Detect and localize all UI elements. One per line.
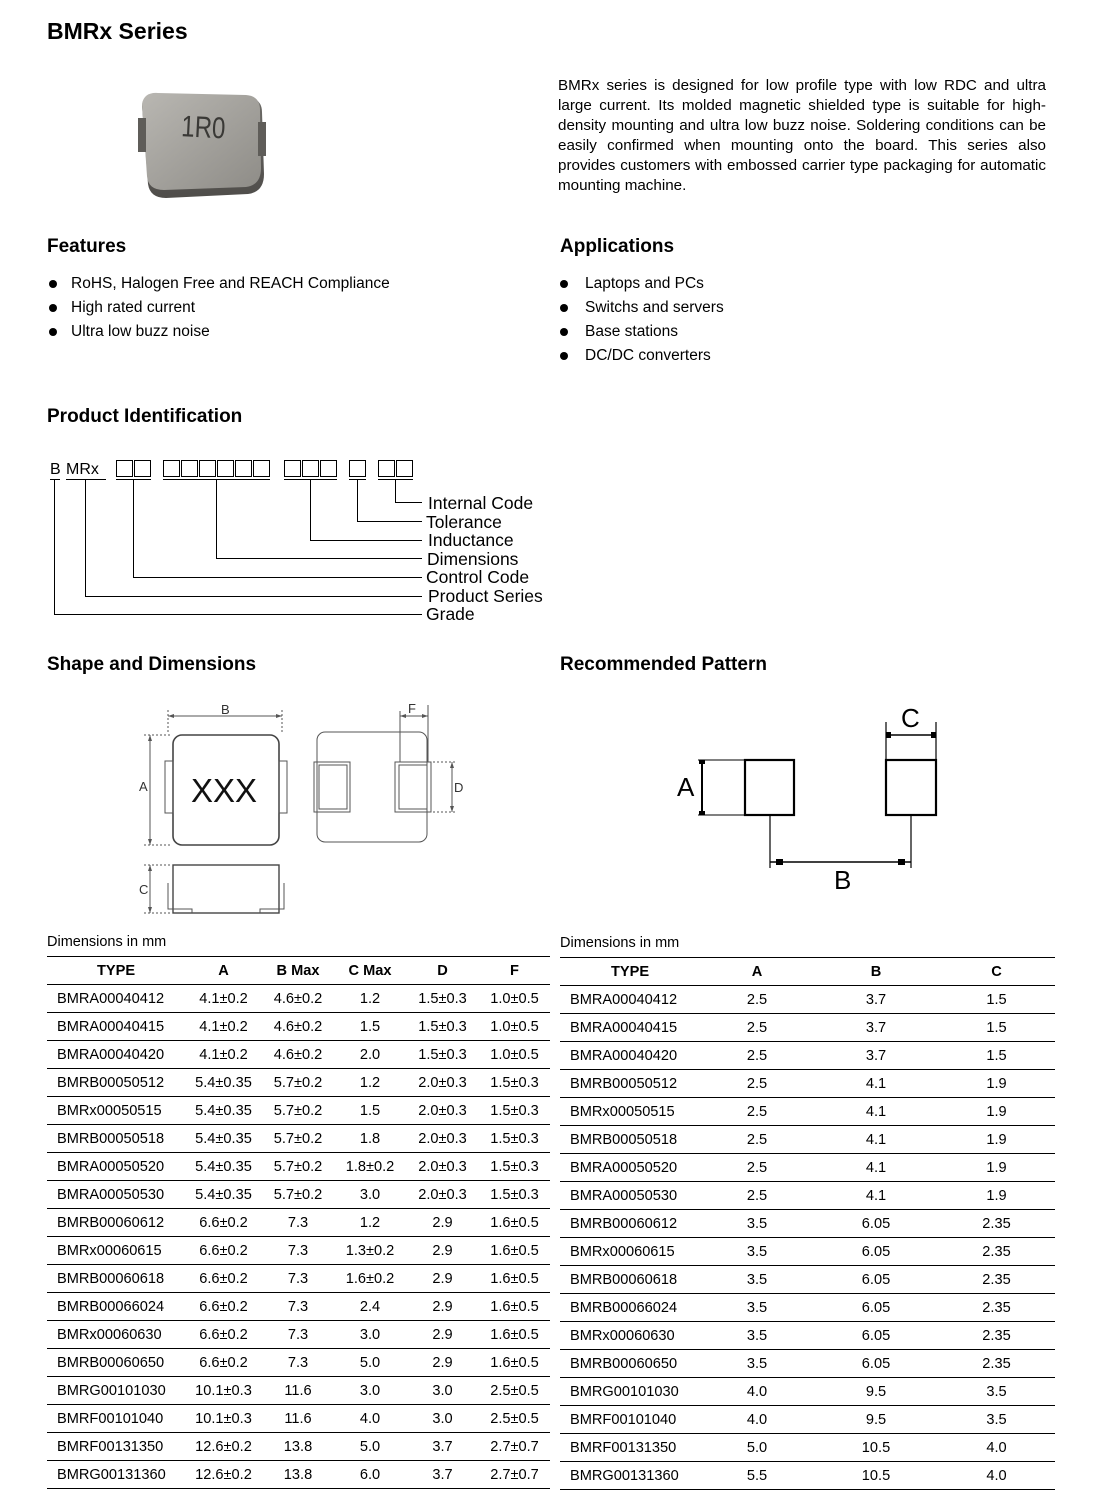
type-cell: BMRF00131350	[570, 1439, 677, 1456]
value-cell: 1.6±0.5	[490, 1242, 539, 1259]
value-cell: 3.7	[432, 1466, 453, 1483]
prefix-mrx: MRx	[66, 461, 99, 478]
value-cell: 5.7±0.2	[273, 1158, 323, 1175]
table-row	[560, 1126, 1055, 1154]
value-cell: 1.0±0.5	[490, 1046, 539, 1063]
value-cell: 3.0	[359, 1186, 381, 1203]
shape-marking: XXX	[190, 772, 258, 809]
value-cell: 1.8±0.2	[345, 1158, 395, 1175]
value-cell: 2.7±0.7	[490, 1466, 539, 1483]
value-cell: 6.0	[359, 1466, 381, 1483]
value-cell: 1.5±0.3	[490, 1158, 539, 1175]
bullet-icon	[560, 328, 568, 336]
value-cell: 10.5	[861, 1467, 891, 1484]
value-cell: 5.7±0.2	[273, 1102, 323, 1119]
type-cell: BMRB00060650	[570, 1355, 678, 1372]
type-cell: BMRB00066024	[570, 1299, 678, 1316]
value-cell: 2.5	[746, 1075, 768, 1092]
value-cell: 3.5	[746, 1243, 768, 1260]
value-cell: 2.0±0.3	[418, 1158, 467, 1175]
value-cell: 6.6±0.2	[199, 1298, 248, 1315]
table-row	[47, 1069, 550, 1097]
value-cell: 6.05	[861, 1215, 891, 1232]
label-tolerance: Tolerance	[426, 512, 502, 532]
value-cell: 13.8	[283, 1466, 313, 1483]
value-cell: 5.7±0.2	[273, 1130, 323, 1147]
column-header: F	[510, 962, 519, 979]
value-cell: 5.7±0.2	[273, 1074, 323, 1091]
value-cell: 1.9	[986, 1131, 1007, 1148]
table-row	[560, 1154, 1055, 1182]
table-row	[47, 1461, 550, 1489]
label-inductance: Inductance	[428, 530, 514, 550]
value-cell: 3.5	[986, 1383, 1007, 1400]
value-cell: 4.1	[865, 1103, 887, 1120]
table-row	[47, 1377, 550, 1405]
bullet-icon	[49, 280, 57, 288]
value-cell: 4.0	[746, 1383, 768, 1400]
value-cell: 4.0	[359, 1410, 381, 1427]
type-cell: BMRA00040412	[570, 991, 678, 1008]
table-row	[47, 1433, 550, 1461]
value-cell: 2.0	[359, 1046, 381, 1063]
value-cell: 1.5	[359, 1102, 381, 1119]
type-cell: BMRA00050530	[57, 1186, 165, 1203]
value-cell: 4.0	[986, 1467, 1007, 1484]
product-marking: 1R0	[180, 108, 227, 146]
value-cell: 12.6±0.2	[195, 1438, 252, 1455]
value-cell: 11.6	[284, 1410, 312, 1427]
value-cell: 2.0±0.3	[418, 1186, 467, 1203]
value-cell: 1.9	[986, 1103, 1007, 1120]
bullet-icon	[49, 304, 57, 312]
type-cell: BMRx00060630	[570, 1327, 675, 1344]
type-cell: BMRB00060612	[57, 1214, 165, 1231]
label-grade: Grade	[426, 604, 475, 624]
value-cell: 2.9	[432, 1354, 453, 1371]
value-cell: 4.6±0.2	[273, 990, 323, 1007]
value-cell: 2.9	[432, 1270, 453, 1287]
column-header: TYPE	[610, 963, 650, 980]
type-cell: BMRA00050520	[57, 1158, 165, 1175]
type-cell: BMRG00101030	[570, 1383, 679, 1400]
table-row	[47, 1293, 550, 1321]
type-cell: BMRB00060650	[57, 1354, 165, 1371]
value-cell: 1.9	[986, 1159, 1007, 1176]
value-cell: 4.0	[746, 1411, 768, 1428]
value-cell: 1.2	[359, 990, 381, 1007]
table-row	[47, 1405, 550, 1433]
value-cell: 4.0	[986, 1439, 1007, 1456]
value-cell: 1.5	[986, 991, 1007, 1008]
value-cell: 2.7±0.7	[490, 1438, 539, 1455]
value-cell: 4.1	[865, 1075, 887, 1092]
value-cell: 10.5	[861, 1439, 891, 1456]
value-cell: 6.05	[861, 1243, 891, 1260]
value-cell: 6.6±0.2	[199, 1270, 248, 1287]
value-cell: 4.6±0.2	[273, 1018, 323, 1035]
value-cell: 2.9	[432, 1214, 453, 1231]
value-cell: 1.5±0.3	[490, 1186, 539, 1203]
type-cell: BMRA00040420	[570, 1047, 678, 1064]
value-cell: 2.0±0.3	[418, 1102, 467, 1119]
type-cell: BMRF00131350	[57, 1438, 164, 1455]
recommended-pattern-heading: Recommended Pattern	[560, 654, 767, 675]
column-header: D	[437, 962, 448, 979]
type-cell: BMRA00040415	[570, 1019, 678, 1036]
value-cell: 2.5	[746, 991, 768, 1008]
table-row	[47, 1097, 550, 1125]
pattern-label-c: C	[901, 703, 920, 733]
value-cell: 3.5	[746, 1355, 768, 1372]
list-item: DC/DC converters	[558, 344, 1018, 368]
shape-label-c: C	[139, 882, 149, 897]
value-cell: 1.5±0.3	[490, 1074, 539, 1091]
table-row	[47, 1209, 550, 1237]
value-cell: 1.5±0.3	[418, 1046, 467, 1063]
value-cell: 7.3	[287, 1354, 309, 1371]
value-cell: 13.8	[283, 1438, 313, 1455]
table-row	[560, 1014, 1055, 1042]
table-row	[560, 1406, 1055, 1434]
column-header: A	[218, 962, 229, 979]
type-cell: BMRB00060618	[570, 1271, 678, 1288]
shape-dimensions-heading: Shape and Dimensions	[47, 654, 257, 675]
value-cell: 2.5	[746, 1019, 768, 1036]
value-cell: 6.6±0.2	[199, 1242, 248, 1259]
type-cell: BMRA00050520	[570, 1159, 678, 1176]
value-cell: 1.6±0.5	[490, 1326, 539, 1343]
table-row	[47, 1237, 550, 1265]
value-cell: 3.7	[865, 991, 887, 1008]
pattern-table	[560, 957, 1055, 1490]
value-cell: 5.4±0.35	[195, 1158, 252, 1175]
value-cell: 5.0	[746, 1439, 768, 1456]
label-product-series: Product Series	[428, 586, 543, 606]
type-cell: BMRB00066024	[57, 1298, 165, 1315]
value-cell: 10.1±0.3	[195, 1382, 252, 1399]
shape-label-d: D	[454, 780, 464, 795]
type-cell: BMRx00060630	[57, 1326, 162, 1343]
value-cell: 6.05	[861, 1327, 891, 1344]
list-item: Base stations	[558, 320, 1018, 344]
value-cell: 1.2	[359, 1214, 381, 1231]
value-cell: 1.6±0.5	[490, 1214, 539, 1231]
value-cell: 4.1±0.2	[199, 990, 248, 1007]
type-cell: BMRB00060618	[57, 1270, 165, 1287]
value-cell: 5.0	[359, 1354, 381, 1371]
table-row	[560, 1210, 1055, 1238]
type-cell: BMRx00060615	[57, 1242, 162, 1259]
value-cell: 1.5	[986, 1047, 1007, 1064]
list-item: RoHS, Halogen Free and REACH Compliance	[47, 272, 507, 296]
value-cell: 2.5±0.5	[490, 1410, 539, 1427]
value-cell: 2.5	[746, 1131, 768, 1148]
table-row	[47, 1181, 550, 1209]
value-cell: 7.3	[287, 1214, 309, 1231]
table-row	[560, 1042, 1055, 1070]
value-cell: 3.0	[359, 1326, 381, 1343]
prefix-b: B	[50, 461, 61, 478]
type-cell: BMRB00050512	[57, 1074, 165, 1091]
value-cell: 1.5±0.3	[490, 1130, 539, 1147]
column-header: C	[991, 963, 1002, 980]
type-cell: BMRB00050512	[570, 1075, 678, 1092]
value-cell: 1.5±0.3	[418, 1018, 467, 1035]
shape-label-b: B	[221, 702, 230, 717]
value-cell: 2.9	[432, 1298, 453, 1315]
type-cell: BMRF00101040	[57, 1410, 164, 1427]
value-cell: 2.35	[982, 1215, 1011, 1232]
type-cell: BMRG00131360	[570, 1467, 679, 1484]
label-control-code: Control Code	[426, 567, 530, 587]
label-internal-code: Internal Code	[428, 493, 534, 513]
value-cell: 2.9	[432, 1242, 453, 1259]
value-cell: 4.1	[865, 1131, 887, 1148]
value-cell: 2.5±0.5	[490, 1382, 539, 1399]
table-row	[560, 1238, 1055, 1266]
value-cell: 2.5	[746, 1103, 768, 1120]
type-cell: BMRF00101040	[570, 1411, 677, 1428]
value-cell: 7.3	[287, 1298, 309, 1315]
value-cell: 4.1	[865, 1159, 887, 1176]
value-cell: 4.6±0.2	[273, 1046, 323, 1063]
list-item: High rated current	[47, 296, 507, 320]
bullet-icon	[560, 352, 568, 360]
value-cell: 2.4	[359, 1298, 381, 1315]
list-item: Switchs and servers	[558, 296, 1018, 320]
type-cell: BMRx00050515	[570, 1103, 675, 1120]
value-cell: 3.5	[746, 1215, 768, 1232]
type-cell: BMRB00050518	[570, 1131, 678, 1148]
type-cell: BMRB00050518	[57, 1130, 165, 1147]
type-cell: BMRG00131360	[57, 1466, 166, 1483]
value-cell: 5.0	[359, 1438, 381, 1455]
shape-drawing	[130, 695, 470, 920]
value-cell: 2.35	[982, 1243, 1011, 1260]
table-row	[47, 1041, 550, 1069]
value-cell: 4.1	[865, 1187, 887, 1204]
value-cell: 2.5	[746, 1047, 768, 1064]
value-cell: 1.2	[359, 1074, 381, 1091]
dimensions-caption: Dimensions in mm	[47, 934, 167, 950]
shape-label-f: F	[408, 701, 416, 716]
type-cell: BMRx00050515	[57, 1102, 162, 1119]
table-row	[47, 1265, 550, 1293]
table-row	[560, 1322, 1055, 1350]
type-cell: BMRB00060612	[570, 1215, 678, 1232]
product-photo	[128, 88, 278, 206]
value-cell: 2.35	[982, 1327, 1011, 1344]
value-cell: 1.0±0.5	[490, 1018, 539, 1035]
value-cell: 1.6±0.5	[490, 1298, 539, 1315]
value-cell: 1.9	[986, 1075, 1007, 1092]
value-cell: 2.0±0.3	[418, 1074, 467, 1091]
table-row	[560, 1350, 1055, 1378]
bullet-icon	[560, 280, 568, 288]
value-cell: 1.5±0.3	[490, 1102, 539, 1119]
value-cell: 1.6±0.5	[490, 1270, 539, 1287]
value-cell: 2.0±0.3	[418, 1130, 467, 1147]
table-header-row	[47, 957, 550, 985]
value-cell: 10.1±0.3	[195, 1410, 252, 1427]
list-item: Ultra low buzz noise	[47, 320, 507, 344]
applications-heading: Applications	[560, 236, 675, 257]
value-cell: 2.9	[432, 1326, 453, 1343]
table-row	[560, 986, 1055, 1014]
bullet-icon	[49, 328, 57, 336]
value-cell: 3.7	[865, 1019, 887, 1036]
table-row	[560, 1266, 1055, 1294]
table-row	[47, 1153, 550, 1181]
value-cell: 9.5	[865, 1383, 887, 1400]
value-cell: 1.5±0.3	[418, 990, 467, 1007]
value-cell: 4.1±0.2	[199, 1018, 248, 1035]
value-cell: 6.6±0.2	[199, 1214, 248, 1231]
value-cell: 6.05	[861, 1271, 891, 1288]
label-dimensions: Dimensions	[427, 549, 519, 569]
value-cell: 5.5	[746, 1467, 768, 1484]
value-cell: 1.6±0.5	[490, 1354, 539, 1371]
table-row	[47, 1349, 550, 1377]
pattern-label-a: A	[677, 772, 695, 802]
table-row	[560, 1294, 1055, 1322]
value-cell: 7.3	[287, 1326, 309, 1343]
type-cell: BMRA00040412	[57, 990, 165, 1007]
value-cell: 4.1±0.2	[199, 1046, 248, 1063]
value-cell: 3.5	[986, 1411, 1007, 1428]
value-cell: 3.7	[432, 1438, 453, 1455]
value-cell: 1.8	[359, 1130, 381, 1147]
table-row	[47, 1013, 550, 1041]
pattern-label-b: B	[834, 865, 852, 895]
value-cell: 9.5	[865, 1411, 887, 1428]
value-cell: 7.3	[287, 1270, 309, 1287]
table-row	[47, 1125, 550, 1153]
value-cell: 3.5	[746, 1271, 768, 1288]
part-number-diagram	[44, 452, 564, 632]
column-header: C Max	[348, 962, 392, 979]
type-cell: BMRA00040415	[57, 1018, 165, 1035]
value-cell: 3.0	[359, 1382, 381, 1399]
value-cell: 1.0±0.5	[490, 990, 539, 1007]
value-cell: 6.05	[861, 1299, 891, 1316]
value-cell: 3.5	[746, 1299, 768, 1316]
value-cell: 1.3±0.2	[345, 1242, 395, 1259]
table-row	[560, 1182, 1055, 1210]
value-cell: 3.7	[865, 1047, 887, 1064]
table-row	[560, 1098, 1055, 1126]
type-cell: BMRx00060615	[570, 1243, 675, 1260]
value-cell: 1.5	[986, 1019, 1007, 1036]
column-header: B	[870, 963, 882, 980]
value-cell: 5.4±0.35	[195, 1130, 252, 1147]
value-cell: 6.6±0.2	[199, 1326, 248, 1343]
table-row	[560, 1070, 1055, 1098]
value-cell: 1.9	[986, 1187, 1007, 1204]
table-header-row	[560, 958, 1055, 986]
value-cell: 2.35	[982, 1299, 1011, 1316]
product-identification-heading: Product Identification	[47, 406, 243, 427]
value-cell: 5.4±0.35	[195, 1186, 252, 1203]
column-header: A	[751, 963, 763, 980]
type-cell: BMRG00101030	[57, 1382, 166, 1399]
value-cell: 2.5	[746, 1187, 768, 1204]
pattern-dimensions-caption: Dimensions in mm	[560, 935, 680, 951]
applications-list	[558, 272, 1018, 368]
table-row	[560, 1378, 1055, 1406]
value-cell: 6.6±0.2	[199, 1354, 248, 1371]
series-description: BMRx series is designed for low profile type with low RDC and ultra large current. Its molded magnetic shielded type is suitable for high-density mounting and ultra low buzz noise. Soldering conditions can be easily confirmed when mounting onto the board. This series also provides customers with embossed carrier type packaging for automatic mounting machine.	[558, 77, 1046, 194]
list-item: Laptops and PCs	[558, 272, 1018, 296]
table-row	[47, 985, 550, 1013]
value-cell: 12.6±0.2	[195, 1466, 252, 1483]
value-cell: 11.6	[284, 1382, 312, 1399]
column-header: B Max	[276, 962, 320, 979]
table-row	[47, 1321, 550, 1349]
value-cell: 3.0	[432, 1410, 453, 1427]
value-cell: 7.3	[287, 1242, 309, 1259]
value-cell: 1.6±0.2	[345, 1270, 395, 1287]
features-heading: Features	[47, 236, 127, 257]
value-cell: 3.0	[432, 1382, 453, 1399]
dimensions-table	[47, 956, 550, 1489]
pattern-drawing	[672, 700, 952, 900]
value-cell: 2.5	[746, 1159, 768, 1176]
table-row	[560, 1434, 1055, 1462]
page-title: BMRx Series	[47, 18, 188, 44]
value-cell: 5.4±0.35	[195, 1102, 252, 1119]
type-cell: BMRA00050530	[570, 1187, 678, 1204]
bullet-icon	[560, 304, 568, 312]
value-cell: 3.5	[746, 1327, 768, 1344]
value-cell: 1.5	[359, 1018, 381, 1035]
table-row	[560, 1462, 1055, 1490]
features-list	[47, 272, 507, 344]
column-header: TYPE	[96, 962, 136, 979]
value-cell: 2.35	[982, 1355, 1011, 1372]
value-cell: 5.4±0.35	[195, 1074, 252, 1091]
value-cell: 6.05	[861, 1355, 891, 1372]
value-cell: 5.7±0.2	[273, 1186, 323, 1203]
value-cell: 2.35	[982, 1271, 1011, 1288]
shape-label-a: A	[139, 779, 148, 794]
type-cell: BMRA00040420	[57, 1046, 165, 1063]
